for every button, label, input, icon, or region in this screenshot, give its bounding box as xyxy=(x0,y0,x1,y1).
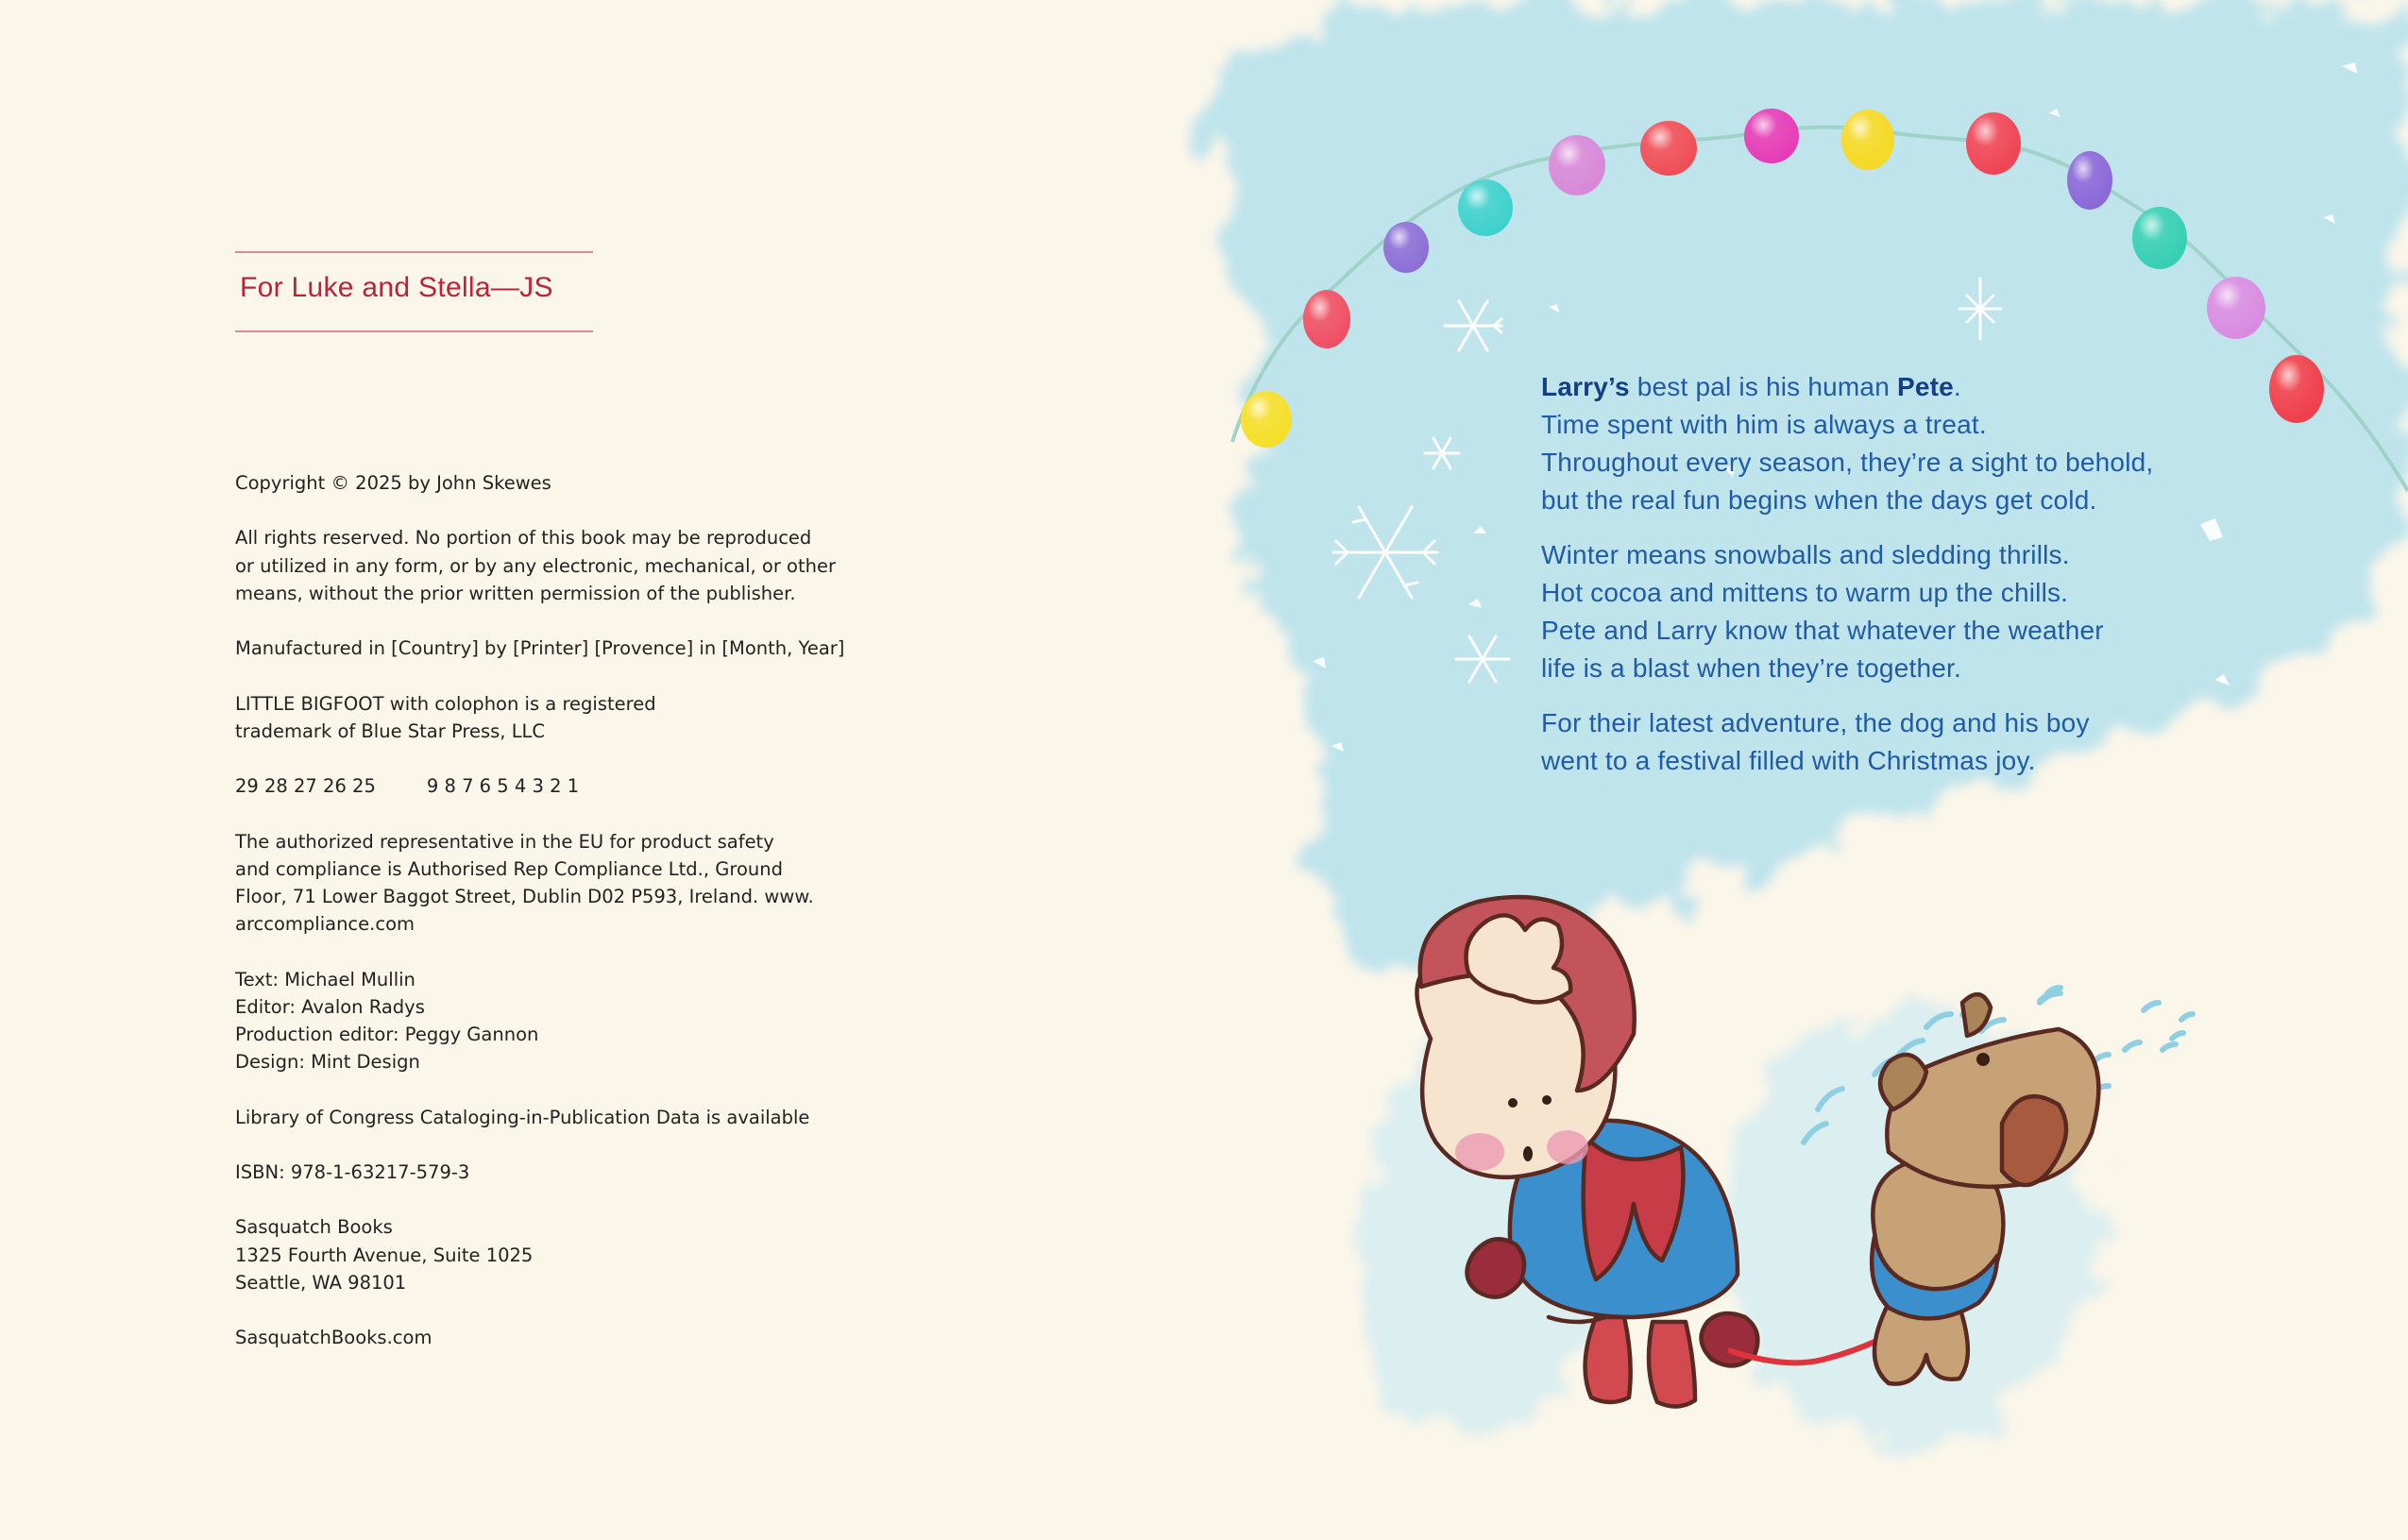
rights-line: or utilized in any form, or by any electronic, mechanical, or other xyxy=(235,554,836,577)
poem-line: Hot cocoa and mittens to warm up the chills. xyxy=(1541,578,2069,607)
name-larry: Larry’s xyxy=(1541,372,1630,401)
poem-line: Pete and Larry know that whatever the weather xyxy=(1541,616,2104,645)
eu-rep-line: The authorized representative in the EU for product safety xyxy=(235,830,774,853)
poem-stanza-2 xyxy=(1541,536,2315,687)
poem-line: went to a festival filled with Christmas joy. xyxy=(1541,746,2036,775)
printing-numbers-line: 9 8 7 6 5 4 3 2 1 xyxy=(426,775,580,798)
eu-rep-line: arccompliance.com xyxy=(235,913,415,936)
eu-rep-line: Floor, 71 Lower Baggot Street, Dublin D02 P593, Ireland. www. xyxy=(235,885,814,907)
trademark-line: LITTLE BIGFOOT with colophon is a registered xyxy=(235,692,656,715)
website-line: SasquatchBooks.com xyxy=(235,1327,432,1349)
name-pete: Pete xyxy=(1896,372,1954,401)
poem-line: life is a blast when they’re together. xyxy=(1541,653,1961,683)
poem-text xyxy=(1541,368,2315,797)
dedication: For Luke and Stella—JS xyxy=(240,272,553,303)
manufactured-line: Manufactured in [Country] by [Printer] [Provence] in [Month, Year] xyxy=(235,637,845,660)
publisher-line: Seattle, WA 98101 xyxy=(235,1271,407,1294)
rights-line: All rights reserved. No portion of this book may be reproduced xyxy=(235,527,812,550)
poem-line: but the real fun begins when the days get cold. xyxy=(1541,485,2097,515)
poem-line: For their latest adventure, the dog and his boy xyxy=(1541,708,2090,737)
poem-line xyxy=(1541,368,2315,406)
poem-fragment: . xyxy=(1953,372,1961,401)
isbn-line: ISBN: 978-1-63217-579-3 xyxy=(235,1160,470,1183)
poem-stanza-1 xyxy=(1541,368,2315,519)
poem-line: Throughout every season, they’re a sight to behold, xyxy=(1541,448,2154,477)
publisher-line: Sasquatch Books xyxy=(235,1216,393,1239)
credit-line: Text: Michael Mullin xyxy=(235,968,415,990)
poem-stanza-3 xyxy=(1541,704,2315,780)
credit-line: Design: Mint Design xyxy=(235,1051,420,1074)
credit-line: Production editor: Peggy Gannon xyxy=(235,1023,539,1045)
publisher-line: 1325 Fourth Avenue, Suite 1025 xyxy=(235,1244,534,1266)
poem-line: Winter means snowballs and sledding thrills. xyxy=(1541,540,2070,569)
eu-rep-line: and compliance is Authorised Rep Compliance Ltd., Ground xyxy=(235,857,783,880)
loc-line: Library of Congress Cataloging-in-Publication Data is available xyxy=(235,1106,810,1128)
copyright-line: Copyright © 2025 by John Skewes xyxy=(235,472,551,494)
rights-line: means, without the prior written permission of the publisher. xyxy=(235,582,796,604)
credit-line: Editor: Avalon Radys xyxy=(235,995,425,1018)
trademark-line: trademark of Blue Star Press, LLC xyxy=(235,719,546,742)
poem-fragment: best pal is his human xyxy=(1629,372,1897,401)
poem-line: Time spent with him is always a treat. xyxy=(1541,410,1987,439)
year-numbers: 29 28 27 26 25 xyxy=(235,775,376,798)
